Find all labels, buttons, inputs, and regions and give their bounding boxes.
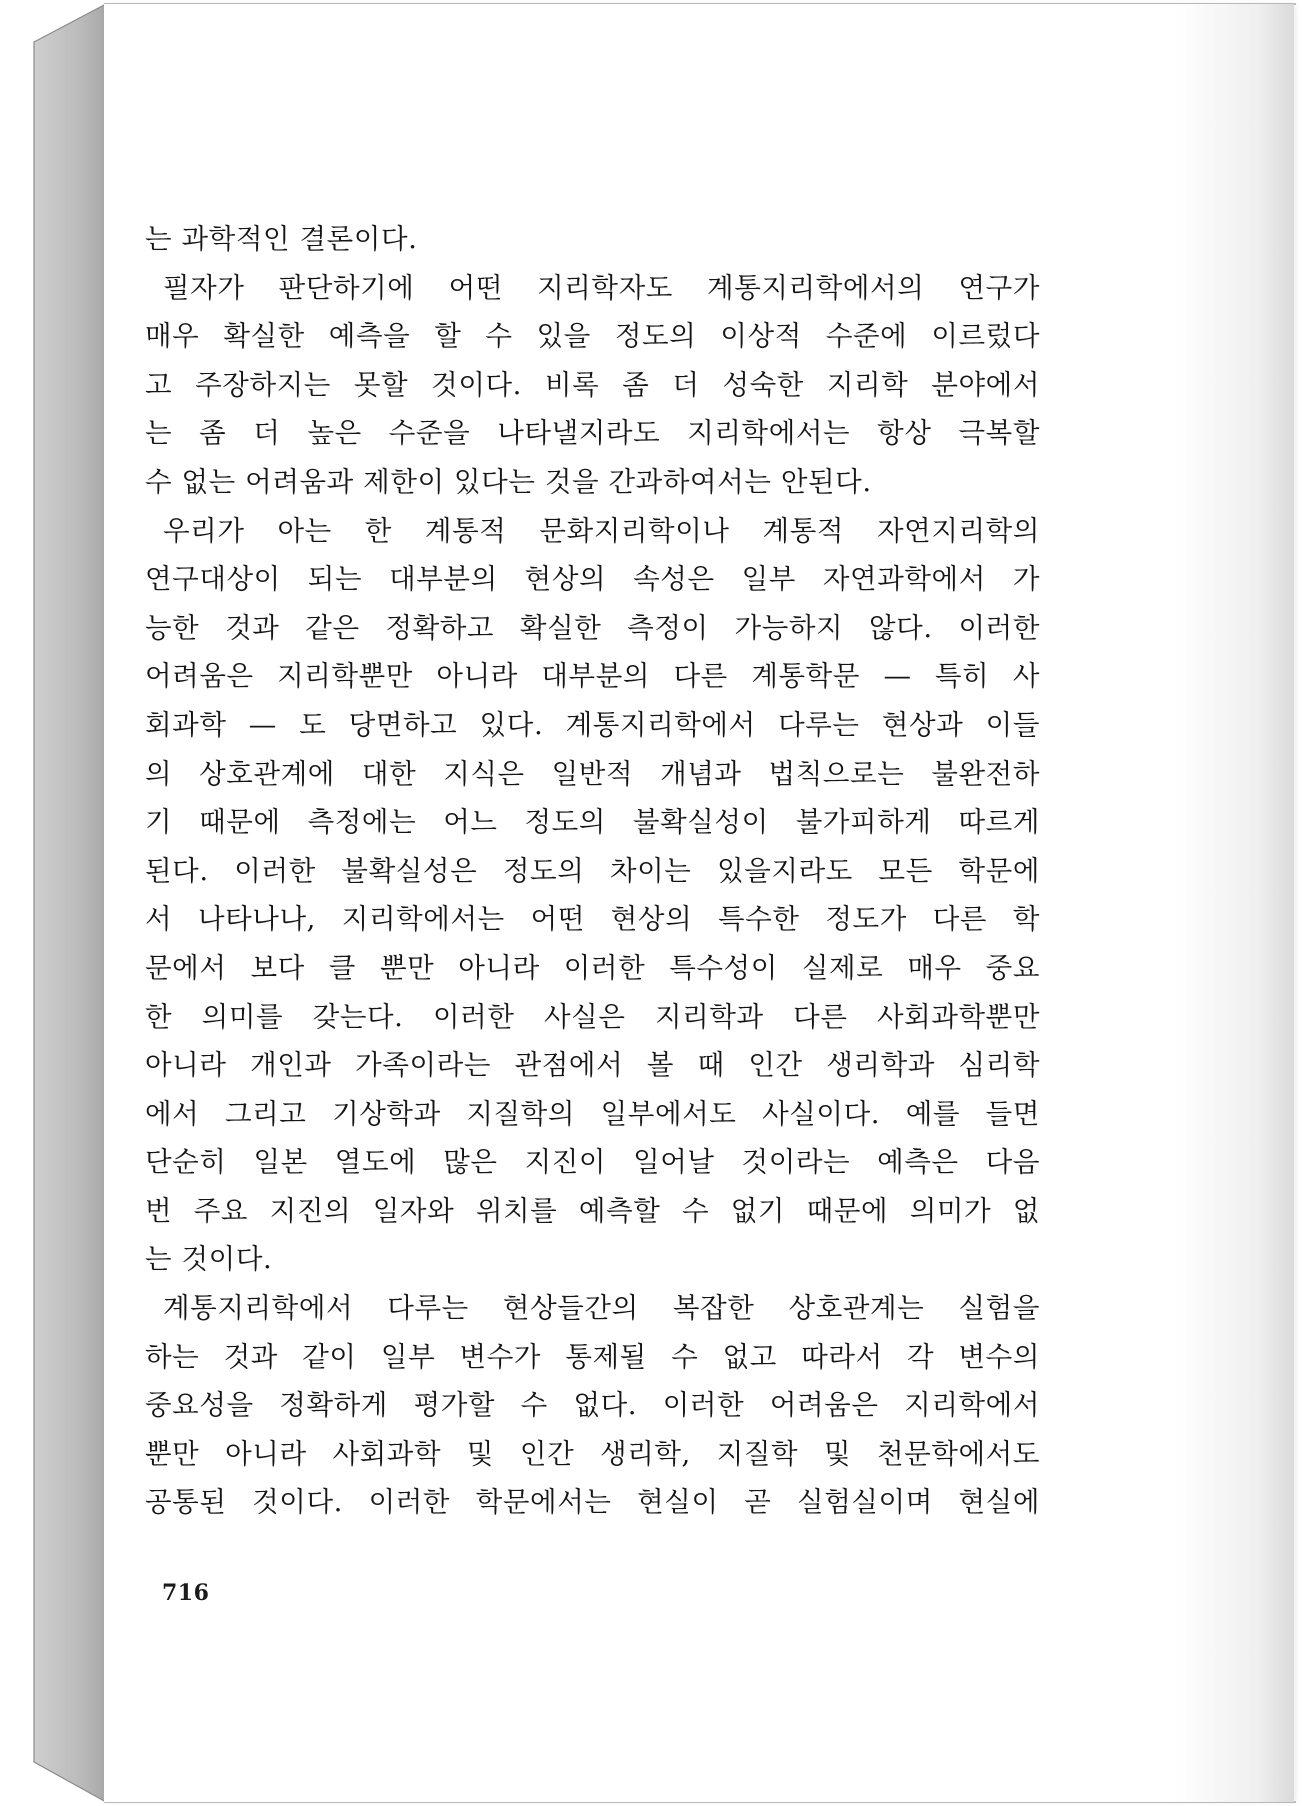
text-line: 우리가 아는 한 계통적 문화지리학이나 계통적 자연지리학의 (163, 514, 1040, 547)
text-line: 매우 확실한 예측을 할 수 있을 정도의 이상적 수준에 이르렀다 (145, 320, 1040, 353)
text-line: 어려움은 지리학뿐만 아니라 대부분의 다른 계통학문 — 특히 사 (145, 660, 1040, 693)
text-line: 연구대상이 되는 대부분의 현상의 속성은 일부 자연과학에서 가 (145, 563, 1040, 596)
text-line: 회과학 — 도 당면하고 있다. 계통지리학에서 다루는 현상과 이들 (145, 708, 1040, 741)
text-line: 단순히 일본 열도에 많은 지진이 일어날 것이라는 예측은 다음 (145, 1146, 1040, 1179)
text-line: 의 상호관계에 대한 지식은 일반적 개념과 법칙으로는 불완전하 (145, 757, 1040, 790)
text-line: 하는 것과 같이 일부 변수가 통제될 수 없고 따라서 각 변수의 (145, 1340, 1040, 1373)
text-line: 는 좀 더 높은 수준을 나타낼지라도 지리학에서는 항상 극복할 (145, 417, 1040, 450)
body-text (145, 215, 1040, 1527)
text-line: 수 없는 어려움과 제한이 있다는 것을 간과하여서는 안된다. (145, 465, 872, 498)
text-line: 기 때문에 측정에는 어느 정도의 불확실성이 불가피하게 따르게 (145, 806, 1040, 839)
text-line: 공통된 것이다. 이러한 학문에서는 현실이 곧 실험실이며 현실에 (145, 1486, 1040, 1519)
page-number: 716 (162, 1580, 210, 1606)
text-line: 중요성을 정확하게 평가할 수 없다. 이러한 어려움은 지리학에서 (145, 1389, 1040, 1422)
text-line: 필자가 판단하기에 어떤 지리학자도 계통지리학에서의 연구가 (163, 271, 1040, 304)
text-line: 된다. 이러한 불확실성은 정도의 차이는 있을지라도 모든 학문에 (145, 854, 1040, 887)
text-line: 서 나타나나, 지리학에서는 어떤 현상의 특수한 정도가 다른 학 (145, 903, 1040, 936)
text-line: 문에서 보다 클 뿐만 아니라 이러한 특수성이 실제로 매우 중요 (145, 951, 1040, 984)
text-line: 뿐만 아니라 사회과학 및 인간 생리학, 지질학 및 천문학에서도 (145, 1437, 1040, 1470)
text-line: 아니라 개인과 가족이라는 관점에서 볼 때 인간 생리학과 심리학 (145, 1049, 1040, 1082)
text-line: 고 주장하지는 못할 것이다. 비록 좀 더 성숙한 지리학 분야에서 (145, 368, 1040, 401)
text-line: 한 의미를 갖는다. 이러한 사실은 지리학과 다른 사회과학뿐만 (145, 1000, 1040, 1033)
page-edge-shading (1174, 4, 1294, 1802)
text-line: 계통지리학에서 다루는 현상들간의 복잡한 상호관계는 실험을 (163, 1292, 1040, 1325)
text-line: 번 주요 지진의 일자와 위치를 예측할 수 없기 때문에 의미가 없 (145, 1194, 1040, 1227)
text-line: 는 것이다. (145, 1243, 273, 1276)
text-line: 에서 그리고 기상학과 지질학의 일부에서도 사실이다. 예를 들면 (145, 1097, 1040, 1130)
text-line: 능한 것과 같은 정확하고 확실한 측정이 가능하지 않다. 이러한 (145, 611, 1040, 644)
text-line: 는 과학적인 결론이다. (145, 223, 418, 255)
